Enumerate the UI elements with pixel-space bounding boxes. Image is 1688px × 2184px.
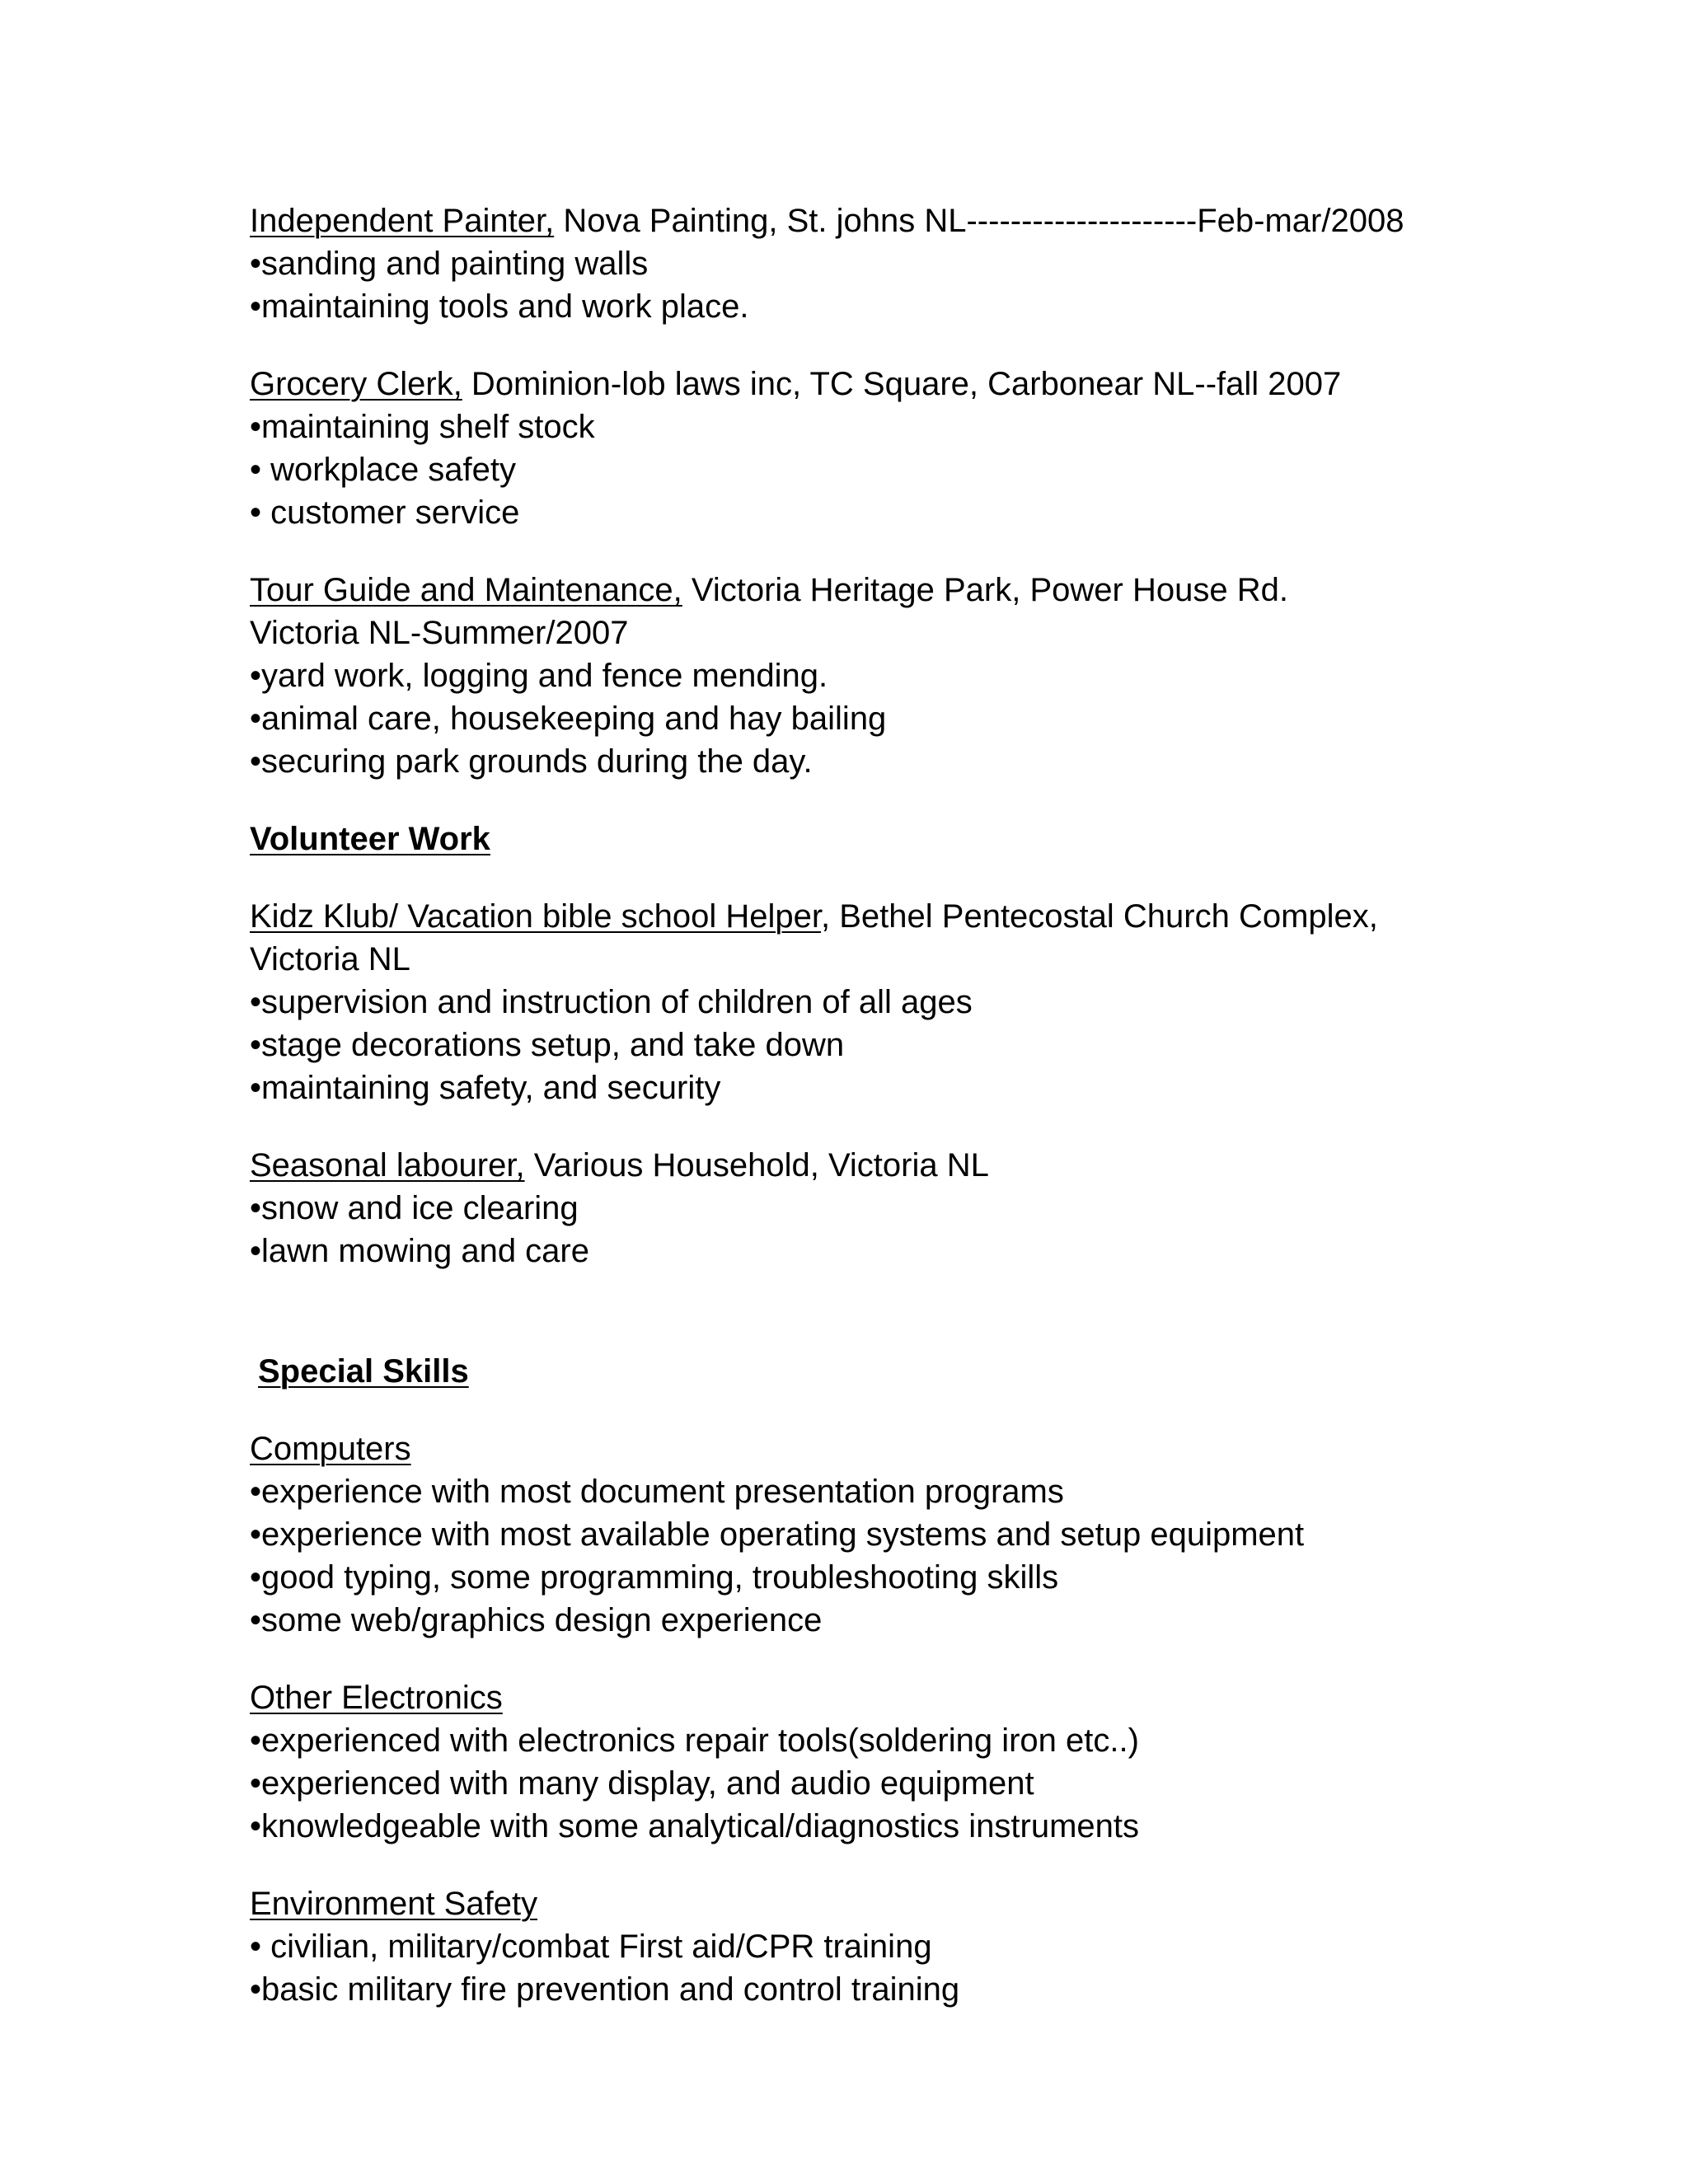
bullet-item: •experience with most document presentation programs xyxy=(250,1474,1064,1510)
bullet-item: • civilian, military/combat First aid/CPR training xyxy=(250,1929,932,1965)
volunteer-details: , Bethel Pentecostal Church Complex, Victoria NL xyxy=(250,898,1378,977)
bullet-item: •knowledgeable with some analytical/diagnostics instruments xyxy=(250,1808,1140,1844)
bullet-item: •some web/graphics design experience xyxy=(250,1602,823,1638)
skill-group-title: Other Electronics xyxy=(250,1680,503,1716)
skill-group-environment-safety xyxy=(250,1882,1486,2011)
section-heading-skills: Special Skills xyxy=(258,1353,469,1390)
job-header xyxy=(250,199,1486,242)
bullet-item: •good typing, some programming, troubleshooting skills xyxy=(250,1559,1059,1596)
bullet-item: •experienced with electronics repair tools(soldering iron etc..) xyxy=(250,1722,1139,1759)
resume-page xyxy=(250,199,1486,2011)
bullet-item: •lawn mowing and care xyxy=(250,1233,589,1269)
bullet-item: •maintaining tools and work place. xyxy=(250,288,749,325)
bullet-item: •experienced with many display, and audio equipment xyxy=(250,1765,1034,1802)
job-header xyxy=(250,569,1404,654)
job-entry-grocery-clerk xyxy=(250,363,1486,534)
bullet-item: •snow and ice clearing xyxy=(250,1190,579,1226)
job-title: Grocery Clerk, xyxy=(250,366,462,402)
bullet-item: •maintaining safety, and security xyxy=(250,1070,721,1106)
skills-section xyxy=(250,1350,1486,1393)
bullet-item: • customer service xyxy=(250,494,520,531)
section-heading-volunteer: Volunteer Work xyxy=(250,821,490,857)
section-spacer xyxy=(250,1272,1486,1350)
skill-group-electronics xyxy=(250,1676,1486,1848)
bullet-item: •yard work, logging and fence mending. xyxy=(250,658,828,694)
volunteer-details: Various Household, Victoria NL xyxy=(524,1147,989,1183)
bullet-item: •animal care, housekeeping and hay bailing xyxy=(250,701,887,737)
volunteer-header xyxy=(250,895,1404,981)
volunteer-title: Seasonal labourer, xyxy=(250,1147,525,1183)
bullet-item: •sanding and painting walls xyxy=(250,246,649,282)
volunteer-section xyxy=(250,818,1486,860)
bullet-item: • workplace safety xyxy=(250,452,517,488)
bullet-item: •experience with most available operating systems and setup equipment xyxy=(250,1516,1305,1553)
job-entry-tour-guide xyxy=(250,569,1486,783)
volunteer-entry-seasonal-labourer xyxy=(250,1144,1486,1272)
volunteer-header xyxy=(250,1144,1486,1187)
volunteer-entry-kidz-klub xyxy=(250,895,1486,1109)
skill-group-title: Environment Safety xyxy=(250,1886,538,1922)
volunteer-title: Kidz Klub/ Vacation bible school Helper xyxy=(250,898,822,935)
job-title: Independent Painter, xyxy=(250,203,555,239)
job-header xyxy=(250,363,1486,405)
skill-group-title: Computers xyxy=(250,1431,411,1467)
job-details: Dominion-lob laws inc, TC Square, Carbonear NL--fall 2007 xyxy=(462,366,1342,402)
skill-group-computers xyxy=(250,1427,1486,1642)
bullet-item: •maintaining shelf stock xyxy=(250,409,595,445)
job-details: Victoria Heritage Park, Power House Rd. Victoria NL-Summer/2007 xyxy=(250,572,1288,651)
job-details: Nova Painting, St. johns NL---------------------Feb-mar/2008 xyxy=(554,203,1404,239)
job-title: Tour Guide and Maintenance, xyxy=(250,572,682,608)
job-entry-painter xyxy=(250,199,1486,328)
bullet-item: •supervision and instruction of children of all ages xyxy=(250,984,973,1020)
bullet-item: •stage decorations setup, and take down xyxy=(250,1027,845,1063)
bullet-item: •basic military fire prevention and control training xyxy=(250,1971,960,2008)
bullet-item: •securing park grounds during the day. xyxy=(250,743,813,780)
